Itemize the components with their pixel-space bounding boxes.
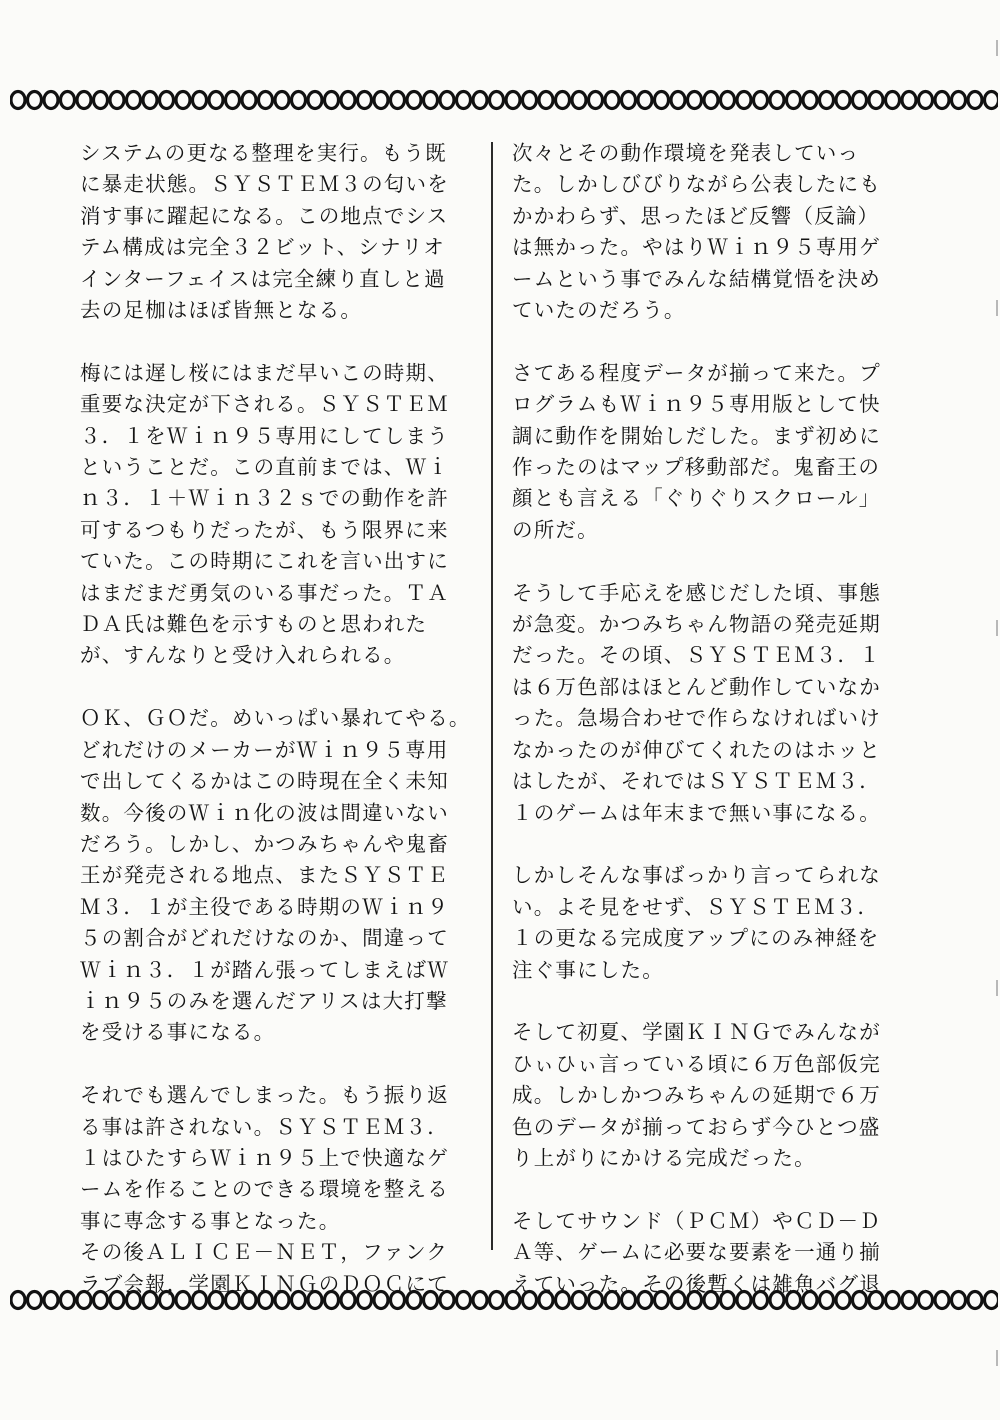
ring-link [622, 92, 636, 109]
ring-border-top-pattern [10, 88, 998, 112]
ring-link [358, 1292, 372, 1309]
ring-link [424, 92, 438, 109]
ring-link [869, 1292, 883, 1309]
ring-link [61, 92, 75, 109]
ring-link [935, 92, 949, 109]
ring-link [176, 1292, 190, 1309]
ring-link [556, 92, 570, 109]
left-paragraph-1: システムの更なる整理を実行。もう既 に暴走状態。ＳＹＳＴＥＭ３の匂いを 消す事に躍起になる。この地点でシス テム構成は完全３２ビット、シナリオ インターフェイスは完全練り直しと過 去の足枷はほぼ皆無となる。 [80, 141, 449, 323]
ring-link [754, 92, 768, 109]
ring-link [11, 1292, 25, 1309]
ring-link [473, 1292, 487, 1309]
ring-link [869, 92, 883, 109]
ring-link [160, 92, 174, 109]
ring-link [902, 1292, 916, 1309]
ring-link [721, 92, 735, 109]
ring-link [407, 92, 421, 109]
ring-link [94, 1292, 108, 1309]
ring-link [985, 92, 999, 109]
ring-link [226, 1292, 240, 1309]
ring-link [193, 92, 207, 109]
left-paragraph-5: その後ＡＬＩＣＥ－ＮＥＴ，ファンク ラブ会報，学園ＫＩＮＧのＤＯＣにて [80, 1240, 449, 1296]
ring-link [572, 1292, 586, 1309]
ring-link [143, 1292, 157, 1309]
ring-link [391, 1292, 405, 1309]
ring-link [721, 1292, 735, 1309]
ring-link [523, 92, 537, 109]
page-edge-mark [990, 980, 998, 996]
ring-link [589, 1292, 603, 1309]
ring-link [77, 92, 91, 109]
ring-link [803, 1292, 817, 1309]
ring-link [308, 1292, 322, 1309]
left-paragraph-4: それでも選んでしまった。もう振り返 る事は許されない。ＳＹＳＴＥＭ３． １はひたすらＷｉｎ９５上で快適なゲ ームを作ることのできる環境を整える 事に専念する事となった。 [80, 1083, 449, 1233]
right-paragraph-5: そして初夏、学園ＫＩＮＧでみんなが ひぃひぃ言っている頃に６万色部仮完 成。しかしかつみちゃんの延期で６万 色のデータが揃っておらず今ひとつ盛 り上がりにかける完成だった。 [512, 1020, 881, 1170]
ring-link [193, 1292, 207, 1309]
ring-link [803, 92, 817, 109]
ring-link [952, 1292, 966, 1309]
ring-link [242, 1292, 256, 1309]
ring-link [605, 1292, 619, 1309]
page-edge-mark [990, 300, 998, 316]
ring-link [820, 92, 834, 109]
ring-link [853, 92, 867, 109]
ring-link [919, 1292, 933, 1309]
ring-link [28, 92, 42, 109]
right-paragraph-6: そしてサウンド（ＰＣＭ）やＣＤ－Ｄ Ａ等、ゲームに必要な要素を一通り揃 えていった。その後暫くは雑魚バグ退 [512, 1208, 881, 1296]
right-text-column [512, 138, 912, 1300]
ring-link [853, 1292, 867, 1309]
ring-link [440, 92, 454, 109]
ring-link [770, 1292, 784, 1309]
ring-link [506, 92, 520, 109]
right-paragraph-4: しかしそんな事ばっかり言ってられな い。よそ見をせず、ＳＹＳＴＥＭ３． １の更なる完成度アップにのみ神経を 注ぐ事にした。 [512, 863, 881, 982]
ring-link [737, 1292, 751, 1309]
ring-link [886, 92, 900, 109]
ring-link [556, 1292, 570, 1309]
ring-link [655, 92, 669, 109]
ring-link [259, 92, 273, 109]
ring-link [523, 1292, 537, 1309]
ring-link [160, 1292, 174, 1309]
ring-link [688, 1292, 702, 1309]
ring-link [638, 1292, 652, 1309]
ring-link [836, 1292, 850, 1309]
ring-link [374, 1292, 388, 1309]
ring-link [902, 92, 916, 109]
left-paragraph-2: 梅には遅し桜にはまだ早いこの時期、 重要な決定が下される。ＳＹＳＴＥＭ ３．１をＷｉｎ９５専用にしてしまう ということだ。この直前までは、Ｗｉ ｎ３．１＋Ｗｉｎ３２ｓでの動作を許 可するつもりだったが、もう限界に来 ていた。この時期にこれを言い出すに はまだまだ勇気のいる事だった。ＴＡ ＤＡ氏は難色を示すものと思われた が、すんなりと受け入れられる。 [80, 360, 449, 668]
ring-link [242, 92, 256, 109]
ring-link [61, 1292, 75, 1309]
ring-border-top [10, 88, 998, 112]
ring-link [985, 1292, 999, 1309]
ring-link [457, 92, 471, 109]
page-edge-mark [990, 1350, 998, 1366]
ring-link [836, 92, 850, 109]
ring-link [655, 1292, 669, 1309]
ring-link [226, 92, 240, 109]
ring-link [787, 92, 801, 109]
ring-link [638, 92, 652, 109]
ring-border-bottom-pattern [10, 1288, 998, 1312]
ring-link [77, 1292, 91, 1309]
ring-border-bottom [10, 1288, 998, 1312]
ring-link [275, 1292, 289, 1309]
ring-link [919, 92, 933, 109]
ring-link [589, 92, 603, 109]
ring-link [704, 92, 718, 109]
ring-link [424, 1292, 438, 1309]
left-text-column [80, 138, 480, 1300]
ring-link [539, 92, 553, 109]
ring-link [671, 92, 685, 109]
ring-link [374, 92, 388, 109]
ring-link [391, 92, 405, 109]
ring-link [440, 1292, 454, 1309]
right-paragraph-2: さてある程度データが揃って来た。プ ログラムもＷｉｎ９５専用版として快 調に動作を開始しだした。まず初めに 作ったのはマップ移動部だ。鬼畜王の 顔とも言える「ぐりぐりスクロール」 の所だ。 [512, 360, 881, 542]
ring-link [770, 92, 784, 109]
ring-link [358, 92, 372, 109]
ring-link [127, 92, 141, 109]
ring-link [176, 92, 190, 109]
ring-link [94, 92, 108, 109]
ring-link [737, 92, 751, 109]
ring-link [787, 1292, 801, 1309]
ring-link [968, 92, 982, 109]
ring-link [704, 1292, 718, 1309]
ring-link [292, 92, 306, 109]
ring-link [259, 1292, 273, 1309]
ring-link [886, 1292, 900, 1309]
ring-link [605, 92, 619, 109]
ring-link [572, 92, 586, 109]
ring-link [622, 1292, 636, 1309]
ring-link [11, 92, 25, 109]
ring-link [127, 1292, 141, 1309]
ring-link [308, 92, 322, 109]
ring-link [473, 92, 487, 109]
ring-link [968, 1292, 982, 1309]
ring-link [110, 92, 124, 109]
ring-link [292, 1292, 306, 1309]
page-edge-mark [990, 40, 998, 56]
ring-link [671, 1292, 685, 1309]
ring-link [820, 1292, 834, 1309]
right-paragraph-1: 次々とその動作環境を発表していっ た。しかしびびりながら公表したにも かかわらず、思ったほど反響（反論） は無かった。やはりＷｉｎ９５専用ゲ ームという事でみんな結構覚悟を決め ていたのだろう。 [512, 141, 881, 323]
ring-link [110, 1292, 124, 1309]
column-divider [491, 142, 493, 1250]
ring-link [341, 1292, 355, 1309]
ring-link [209, 1292, 223, 1309]
right-paragraph-3: そうして手応えを感じだした頃、事態 が急変。かつみちゃん物語の発売延期 だった。その頃、ＳＹＳＴＥＭ３．１ は６万色部はほとんど動作していなか った。急場合わせで作らなければいけ なかったのが伸びてくれたのはホッと はしたが、それではＳＹＳＴＥＭ３． １のゲームは年末まで無い事になる。 [512, 580, 881, 825]
ring-link [688, 92, 702, 109]
ring-link [44, 92, 58, 109]
ring-link [490, 1292, 504, 1309]
ring-link [28, 1292, 42, 1309]
ring-link [325, 92, 339, 109]
ring-link [275, 92, 289, 109]
ring-link [209, 92, 223, 109]
page-edge-mark [990, 620, 998, 636]
left-paragraph-3: ＯＫ、ＧＯだ。めいっぱい暴れてやる。 どれだけのメーカーがＷｉｎ９５専用 で出してくるかはこの時現在全く未知 数。今後のＷｉｎ化の波は間違いない だろう。しかし、かつみちゃんや鬼畜 王が発売される地点、またＳＹＳＴＥ Ｍ３．１が主役である時期のＷｉｎ９ ５の割合がどれだけなのか、間違って Ｗｉｎ３．１が踏ん張ってしまえばＷ ｉｎ９５のみを選んだアリスは大打撃 を受ける事になる。 [80, 706, 471, 1045]
ring-link [952, 92, 966, 109]
ring-link [457, 1292, 471, 1309]
ring-link [935, 1292, 949, 1309]
ring-link [341, 92, 355, 109]
ring-link [506, 1292, 520, 1309]
ring-link [143, 92, 157, 109]
ring-link [490, 92, 504, 109]
ring-link [539, 1292, 553, 1309]
ring-link [754, 1292, 768, 1309]
ring-link [44, 1292, 58, 1309]
ring-link [407, 1292, 421, 1309]
ring-link [325, 1292, 339, 1309]
